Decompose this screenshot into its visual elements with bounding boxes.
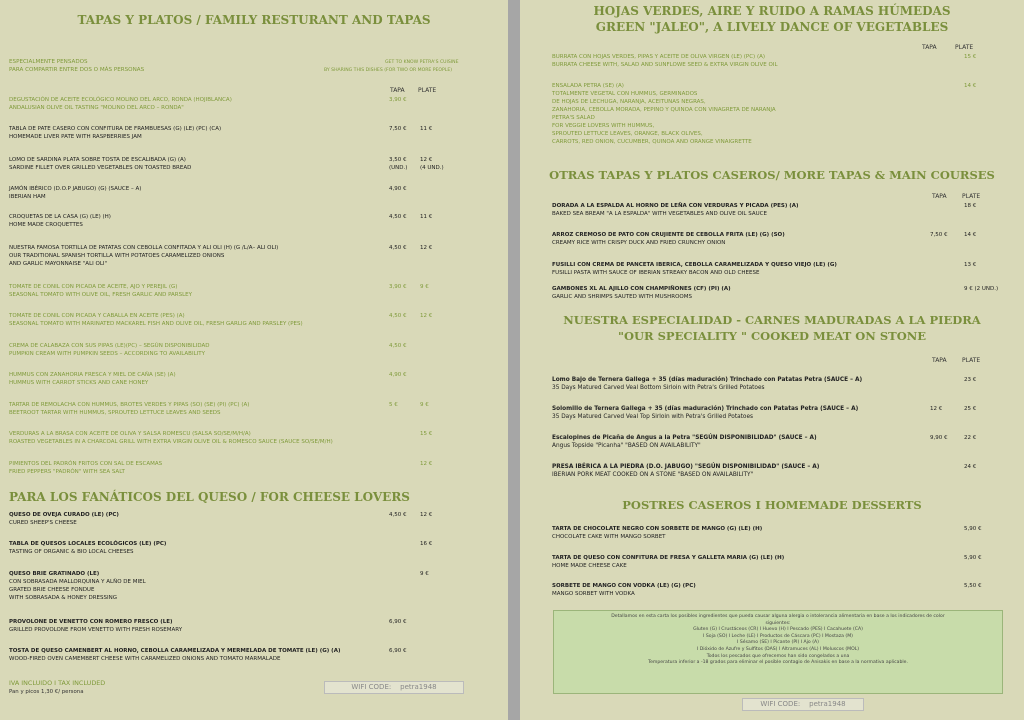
menu-item-name: DEGUSTACIÓN DE ACEITE ECOLÓGICO MOLINO DEL ARCO, RONDA (HOJIBLANCA) (9, 97, 232, 103)
menu-item-translation: SEASONAL TOMATO WITH OLIVE OIL, FRESH GARLIC AND PARSLEY (9, 292, 193, 298)
page-divider (508, 0, 520, 720)
dessert-item-line: CHOCOLATE CAKE WITH MANGO SORBET (552, 534, 666, 540)
tapa-price: 4,50 € (389, 313, 407, 319)
tapa-price: 3,90 € (389, 284, 407, 290)
special-plate-price: 25 € (964, 406, 977, 412)
tapa-price: 4,50 € (389, 343, 407, 349)
cheese-plate-price: 9 € (420, 571, 429, 577)
special-tapa-price: 12 € (930, 406, 943, 412)
veg-item-line: PETRA'S SALAD (552, 115, 595, 121)
special-plate-price: 22 € (964, 435, 977, 441)
more-plate-price: 9 € (2 UND.) (964, 286, 999, 292)
cheese-item-line: QUESO BRIE GRATINADO (LE) (9, 571, 100, 577)
menu-item-translation: SARDINE FILLET OVER GRILLED VEGETABLES ON TOASTED BREAD (9, 165, 192, 171)
special-tapa-price: 9,90 € (930, 435, 948, 441)
left-menu-page (0, 0, 508, 720)
bread-note: Pan y picos 1,30 €/ persona (9, 689, 84, 695)
dessert-price: 5,90 € (964, 526, 982, 532)
veg-title-2: GREEN "JALEO", A LIVELY DANCE OF VEGETABLES (595, 20, 949, 34)
tapa-price: 3,50 € (389, 157, 407, 163)
more-plate-price: 18 € (964, 203, 977, 209)
plate-price: 12 € (420, 461, 433, 467)
dessert-item-line: MANGO SORBET WITH VODKA (552, 591, 635, 597)
tapa-price: 3,90 € (389, 97, 407, 103)
dessert-item-line: TARTA DE CHOCOLATE NEGRO CON SORBETE DE MANGO (G) (LE) (H) (552, 526, 763, 532)
plate-price-unit: (4 UND.) (420, 165, 444, 171)
plate-price: 9 € (420, 284, 429, 290)
special-item-line: Escalopines de Picaña de Angus a la Petra "SEGÚN DISPONIBILIDAD" (SAUCE – A) (552, 435, 817, 441)
menu-item-name: LOMO DE SARDINA PLATA SOBRE TOSTA DE ESCALIBADA (G) (A) (9, 157, 186, 163)
intro-right-1: GET TO KNOW PETRA'S CUISINE (385, 60, 459, 65)
cheese-title: PARA LOS FANÁTICOS DEL QUESO / FOR CHEESE LOVERS (9, 490, 410, 504)
more-plate-price: 14 € (964, 232, 977, 238)
plate-price: 15 € (420, 431, 433, 437)
tapa-price: 4,90 € (389, 186, 407, 192)
menu-item-translation: ROASTED VEGETABLES IN A CHARCOAL GRILL WITH EXTRA VIRGIN OLIVE OIL & ROMESCO SAUCE (SAUCE SO/SE/M/H) (9, 439, 333, 445)
tapa-price: 4,50 € (389, 214, 407, 220)
cheese-item-line: TABLA DE QUESOS LOCALES ECOLÓGICOS (LE) (PC) (9, 541, 167, 547)
veg-item-line: BURRATA CON HOJAS VERDES, PIPAS Y ACEITE DE OLIVA VIRGEN (LE) (PC) (A) (552, 54, 766, 60)
col-tapa-header-r2: TAPA (932, 193, 947, 200)
wifi-code-right: petra1948 (809, 700, 846, 708)
allergen-line: Todos los pescados que ofrecemos han sido congelados a una (706, 653, 850, 659)
more-item-line: FUSILLI PASTA WITH SAUCE OF IBERIAN STREAKY BACON AND OLD CHEESE (552, 270, 760, 276)
veg-item-line: TOTALMENTE VEGETAL CON HUMMUS, GERMINADOS (552, 91, 698, 97)
more-item-line: GARLIC AND SHRIMPS SAUTED WITH MUSHROOMS (552, 294, 692, 300)
menu-item-translation: PUMPKIN CREAM WITH PUMPKIN SEEDS – ACCORDING TO AVAILABILITY (9, 351, 205, 357)
menu-item-translation: ANDALUSIAN OLIVE OIL TASTING "MOLINO DEL ARCO – RONDA" (9, 105, 184, 111)
dessert-item-line: HOME MADE CHEESE CAKE (552, 563, 627, 569)
col-plate-header-r3: PLATE (962, 357, 981, 364)
col-plate-header: PLATE (418, 87, 437, 94)
cheese-item-line: CON SOBRASADA MALLORQUINA Y ALÑO DE MIEL (9, 579, 146, 585)
plate-price: 11 € (420, 126, 433, 132)
tapa-price: 7,50 € (389, 126, 407, 132)
dessert-item-line: SORBETE DE MANGO CON VODKA (LE) (G) (PC) (552, 583, 696, 589)
cheese-item-line: TASTING OF ORGANIC & BIO LOCAL CHEESES (9, 549, 134, 555)
veg-plate-price: 14 € (964, 83, 977, 89)
left-title: TAPAS Y PLATOS / FAMILY RESTURANT AND TAPAS (77, 13, 431, 27)
menu-item-name: TOMATE DE CONIL CON PICADA Y CABALLA EN ACEITE (PES) (A) (9, 313, 185, 319)
plate-price: 9 € (420, 402, 429, 408)
menu-item-name: PIMIENTOS DEL PADRÓN FRITOS CON SAL DE ESCAMAS (9, 461, 163, 467)
more-title: OTRAS TAPAS Y PLATOS CASEROS/ MORE TAPAS & MAIN COURSES (549, 168, 995, 182)
cheese-item-line: GRATED BRIE CHEESE FONDUE (9, 587, 95, 593)
veg-item-line: ENSALADA PETRA (SE) (A) (552, 83, 624, 89)
special-item-line: 35 Days Matured Carved Veal Top Sirloin with Petra's Grilled Potatoes (552, 414, 754, 420)
col-tapa-header: TAPA (390, 87, 405, 94)
iva-note: IVA INCLUIDO I TAX INCLUDED (9, 679, 106, 687)
menu-item-translation: SEASONAL TOMATO WITH MARINATED MACKAREL FISH AND OLIVE OIL, FRESH GARLIG AND PARSLEY (PES) (9, 321, 303, 327)
menu-item-name: TARTAR DE REMOLACHA CON HUMMUS, BROTES VERDES Y PIPAS (SO) (SE) (PI) (PC) (A) (9, 402, 250, 408)
wifi-box-right (742, 698, 864, 711)
special-item-line: IBERIAN PORK MEAT COOKED ON A STONE "BASED ON AVAILABILITY" (552, 472, 754, 478)
menu-item-translation-2: AND GARLIC MAYONNAISE "ALI OLI" (9, 261, 108, 267)
special-plate-price: 23 € (964, 377, 977, 383)
menu-item-name: VERDURAS A LA BRASA CON ACEITE DE OLIVA Y SALSA ROMESCU (SALSA SO/SE/M/H/A) (9, 431, 251, 437)
cheese-tapa-price: 6,90 € (389, 648, 407, 654)
right-menu-page (520, 0, 1024, 720)
cheese-item-line: PROVOLONE DE VENETTO CON ROMERO FRESCO (LE) (9, 619, 173, 625)
col-plate-header-r1: PLATE (955, 44, 974, 51)
wifi-code: petra1948 (400, 683, 437, 691)
menu-item-translation: FRIED PEPPERS "PADRÓN" WITH SEA SALT (9, 469, 125, 475)
cheese-tapa-price: 4,50 € (389, 512, 407, 518)
dessert-price: 5,50 € (964, 583, 982, 589)
more-item-line: CREAMY RICE WITH CRISPY DUCK AND FRIED CRUNCHY ONION (552, 240, 726, 246)
allergen-info-box (553, 610, 1003, 694)
tapa-price: 4,90 € (389, 372, 407, 378)
menu-item-translation: HOMEMADE LIVER PATE WITH RASPBERRIES JAM (9, 134, 142, 140)
veg-item-line: ZANAHORIA, CEBOLLA MORADA, PEPINO Y QUINOA CON VINAGRETA DE NARANJA (552, 107, 776, 113)
menu-item-translation: IBERIAN HAM (9, 194, 46, 200)
more-item-line: ARROZ CREMOSO DE PATO CON CRUJIENTE DE CEBOLLA FRITA (LE) (G) (SO) (552, 232, 785, 238)
special-plate-price: 24 € (964, 464, 977, 470)
allergen-line: Temperatura inferior a -18 grados para eliminar el posible contagio de Anisakis en base a la normativa aplicable. (648, 660, 908, 666)
allergen-line: I Soja (SO) I Leche (LE) I Productos de Cáscara (PC) I Mostaza (M) (703, 633, 853, 639)
desserts-title: POSTRES CASEROS I HOMEMADE DESSERTS (622, 498, 922, 512)
intro-line-2: PARA COMPARTIR ENTRE DOS O MÁS PERSONAS (9, 67, 145, 73)
allergen-line: siguientes: (765, 620, 791, 626)
menu-item-translation: OUR TRADITIONAL SPANISH TORTILLA WITH POTATOES CARAMELIZED ONIONS (9, 253, 225, 259)
menu-item-name: TABLA DE PATE CASERO CON CONFITURA DE FRAMBUESAS (G) (LE) (PC) (CA) (9, 126, 222, 132)
menu-item-name: JAMÓN IBÉRICO (D.O.P JABUGO) (G) (SAUCE – A) (9, 186, 142, 192)
veg-item-line: BURRATA CHEESE WITH, SALAD AND SUNFLOWE SEED & EXTRA VIRGIN OLIVE OIL (552, 62, 778, 68)
allergen-line: I Sésamo (SE) I Picante (PI) I Ajo (A) (737, 640, 819, 646)
cheese-tapa-price: 6,90 € (389, 619, 407, 625)
cheese-item-line: CURED SHEEP'S CHEESE (9, 520, 77, 526)
veg-item-line: FOR VEGGIE LOVERS WITH HUMMUS, (552, 123, 655, 129)
allergen-line: Gluten (G) I Crustáceos (CR) I Huevo (H) I Pescado (PES) I Cacahuete (CA) (693, 627, 863, 633)
special-item-line: PRESA IBÉRICA A LA PIEDRA (D.O. JABUGO) "SEGÚN DISPONIBILIDAD" (SAUCE – A) (552, 464, 820, 470)
veg-item-line: CARROTS, RED ONION, CUCUMBER, QUINOA AND ORANGE VINAIGRETTE (552, 139, 752, 145)
menu-item-name: CREMA DE CALABAZA CON SUS PIPAS (LE)(PC) – SEGÚN DISPONIBILIDAD (9, 343, 210, 349)
plate-price: 12 € (420, 245, 433, 251)
veg-plate-price: 15 € (964, 54, 977, 60)
menu-item-name: CROQUETAS DE LA CASA (G) (LE) (H) (9, 214, 111, 220)
allergen-line: Detallamos en esta carta los posibles ingredientes que pueda causar alguna alergia o intolerancia alimentaria en base a los indicadores de color (611, 614, 945, 619)
col-plate-header-r2: PLATE (962, 193, 981, 200)
veg-item-line: SPROUTED LETTUCE LEAVES, ORANGE, BLACK OLIVES, (552, 131, 703, 137)
special-item-line: Angus Topside "Picanha" "BASED ON AVAILABILITY" (552, 443, 701, 449)
wifi-label-right: WIFI CODE: (760, 700, 801, 708)
wifi-label: WIFI CODE: (351, 683, 392, 691)
menu-item-translation: HUMMUS WITH CARROT STICKS AND CANE HONEY (9, 380, 149, 386)
more-item-line: DORADA A LA ESPALDA AL HORNO DE LEÑA CON VERDURAS Y PICADA (PES) (A) (552, 203, 799, 209)
special-title-1: NUESTRA ESPECIALIDAD - CARNES MADURADAS A LA PIEDRA (563, 313, 981, 327)
plate-price: 12 € (420, 157, 433, 163)
tapa-price: 4,50 € (389, 245, 407, 251)
veg-title-1: HOJAS VERDES, AIRE Y RUIDO A RAMAS HÚMEDAS (593, 4, 951, 18)
allergen-line: I Dióxido de Azufre y Sulfitos (DAS) I Altramuces (AL) I Moluscos (MOL) (696, 646, 860, 652)
cheese-plate-price: 12 € (420, 512, 433, 518)
menu-item-name: TOMATE DE CONIL CON PICADA DE ACEITE, AJO Y PEREJIL (G) (9, 284, 178, 290)
dessert-item-line: TARTA DE QUESO CON CONFITURA DE FRESA Y GALLETA MARIA (G) (LE) (H) (552, 555, 785, 561)
plate-price: 11 € (420, 214, 433, 220)
special-title-2: "OUR SPECIALITY " COOKED MEAT ON STONE (618, 329, 926, 343)
more-plate-price: 13 € (964, 262, 977, 268)
cheese-item-line: WOOD-FIRED OVEN CAMEMBERT CHEESE WITH CARAMELIZED ONIONS AND TOMATO MARMALADE (9, 656, 281, 662)
special-item-line: Lomo Bajo de Ternera Gallega + 35 (días maduración) Trinchado con Patatas Petra (SAUCE – A) (552, 377, 863, 383)
more-tapa-price: 7,50 € (930, 232, 948, 238)
col-tapa-header-r3: TAPA (932, 357, 947, 364)
cheese-item-line: QUESO DE OVEJA CURADO (LE) (PC) (9, 512, 119, 518)
dessert-price: 5,90 € (964, 555, 982, 561)
plate-price: 12 € (420, 313, 433, 319)
intro-line-1: ESPECIALMENTE PENSADOS (9, 59, 88, 65)
cheese-item-line: GRILLED PROVOLONE FROM VENETTO WITH FRESH ROSEMARY (9, 627, 183, 633)
menu-item-name: NUESTRA FAMOSA TORTILLA DE PATATAS CON CEBOLLA CONFITADA Y ALI OLI (H) (G /L/A– ALI OLI) (9, 245, 279, 251)
wifi-box-left (324, 681, 464, 694)
special-item-line: 35 Days Matured Carved Veal Bottom Sirloin with Petra's Grilled Potatoes (552, 385, 765, 391)
menu-item-translation: HOME MADE CROQUETTES (9, 222, 83, 228)
tapa-price-unit: (UND.) (389, 165, 408, 171)
tapa-price: 5 € (389, 402, 398, 408)
more-item-line: FUSILLI CON CREMA DE PANCETA IBERICA, CEBOLLA CARAMELIZADA Y QUESO VIEJO (LE) (G) (552, 262, 837, 268)
veg-item-line: DE HOJAS DE LECHUGA, NARANJA, ACEITUNAS NEGRAS, (552, 99, 706, 105)
more-item-line: BAKED SEA BREAM "A LA ESPALDA" WITH VEGETABLES AND OLIVE OIL SAUCE (552, 211, 767, 217)
col-tapa-header-r1: TAPA (922, 44, 937, 51)
menu-item-translation: BEETROOT TARTAR WITH HUMMUS, SPROUTED LETTUCE LEAVES AND SEEDS (9, 410, 221, 416)
cheese-plate-price: 16 € (420, 541, 433, 547)
intro-right-2: BY SHARING THIS DISHES (FOR TWO OR MORE PEOPLE) (324, 68, 453, 73)
more-item-line: GAMBONES XL AL AJILLO CON CHAMPIÑONES (CF) (PI) (A) (552, 286, 731, 292)
cheese-item-line: TOSTA DE QUESO CAMENBERT AL HORNO, CEBOLLA CARAMELIZADA Y MERMELADA DE TOMATE (LE) (G) (A) (9, 648, 341, 654)
menu-item-name: HUMMUS CON ZANAHORIA FRESCA Y MIEL DE CAÑA (SE) (A) (9, 372, 176, 378)
special-item-line: Solomillo de Ternera Gallega + 35 (días maduración) Trinchado con Patatas Petra (SAUCE – A) (552, 406, 859, 412)
cheese-item-line: WITH SOBRASADA & HONEY DRESSING (9, 595, 117, 601)
